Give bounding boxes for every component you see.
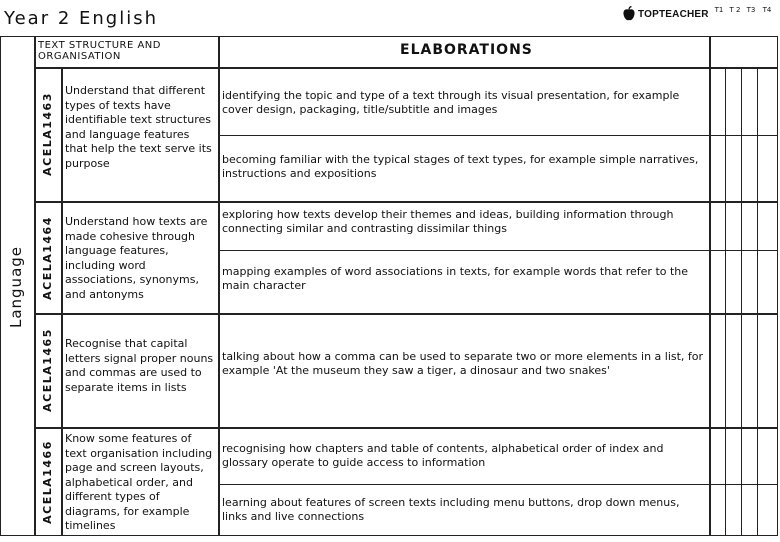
divider [61, 68, 63, 536]
divider [218, 36, 220, 536]
content-code: ACELA1463 [41, 92, 54, 176]
term-header-4: T4 [762, 6, 772, 14]
column-header-elaborations: ELABORATIONS [400, 42, 533, 58]
content-description: Understand that different types of texts have identifiable text structures and language features that help the text serve its purpose [65, 84, 212, 170]
elaboration-text: becoming familiar with the typical stages of text types, for example simple narratives, instructions and expositions [222, 153, 699, 180]
term3-checkbox[interactable] [742, 68, 757, 201]
divider [34, 201, 778, 203]
elaboration-text: identifying the topic and type of a text through its visual presentation, for example cover design, packaging, title/subtitle and images [222, 89, 680, 116]
term-header-1: T1 [714, 6, 724, 14]
divider [218, 250, 778, 251]
content-description: Know some features of text organisation including page and screen layouts, alphabetical order, and different types of diagrams, for example timelines [65, 432, 213, 532]
elaboration-text: mapping examples of word associations in texts, for example words that refer to the main character [222, 265, 689, 292]
content-description: Understand how texts are made cohesive through language features, including word associations, synonyms, and antonyms [65, 215, 208, 301]
term-header-2: T 2 [729, 6, 741, 14]
term4-checkbox[interactable] [758, 68, 776, 201]
divider [34, 36, 36, 536]
elaboration-text: learning about features of screen texts including menu buttons, drop down menus, links and live connections [222, 496, 680, 523]
content-code: ACELA1464 [41, 216, 54, 300]
page-title: Year 2 English [4, 8, 158, 29]
column-header-organisation: TEXT STRUCTURE AND ORGANISATION [38, 40, 161, 62]
elaboration-text: exploring how texts develop their themes and ideas, building information through connecting similar and contrasting dissimilar things [222, 208, 674, 235]
elaboration-text: talking about how a comma can be used to separate two or more elements in a list, for example 'At the museum they saw a tiger, a dinosaur and two snakes' [222, 350, 704, 377]
term1-checkbox[interactable] [710, 68, 725, 201]
divider [34, 427, 778, 429]
brand-name: TOPTEACHER [638, 8, 709, 20]
content-code: ACELA1466 [41, 440, 54, 524]
content-description: Recognise that capital letters signal proper nouns and commas are used to separate items in lists [65, 337, 214, 394]
brand-logo [622, 6, 709, 22]
apple-icon [622, 6, 636, 22]
divider [34, 313, 778, 315]
divider [34, 67, 778, 69]
divider [218, 135, 778, 136]
term-header-3: T3 [746, 6, 756, 14]
term2-checkbox[interactable] [726, 68, 741, 201]
strand-label: Language [7, 245, 25, 329]
divider [218, 484, 778, 485]
content-code: ACELA1465 [41, 328, 54, 412]
elaboration-text: recognising how chapters and table of contents, alphabetical order of index and glossary operate to guide access to information [222, 442, 664, 469]
